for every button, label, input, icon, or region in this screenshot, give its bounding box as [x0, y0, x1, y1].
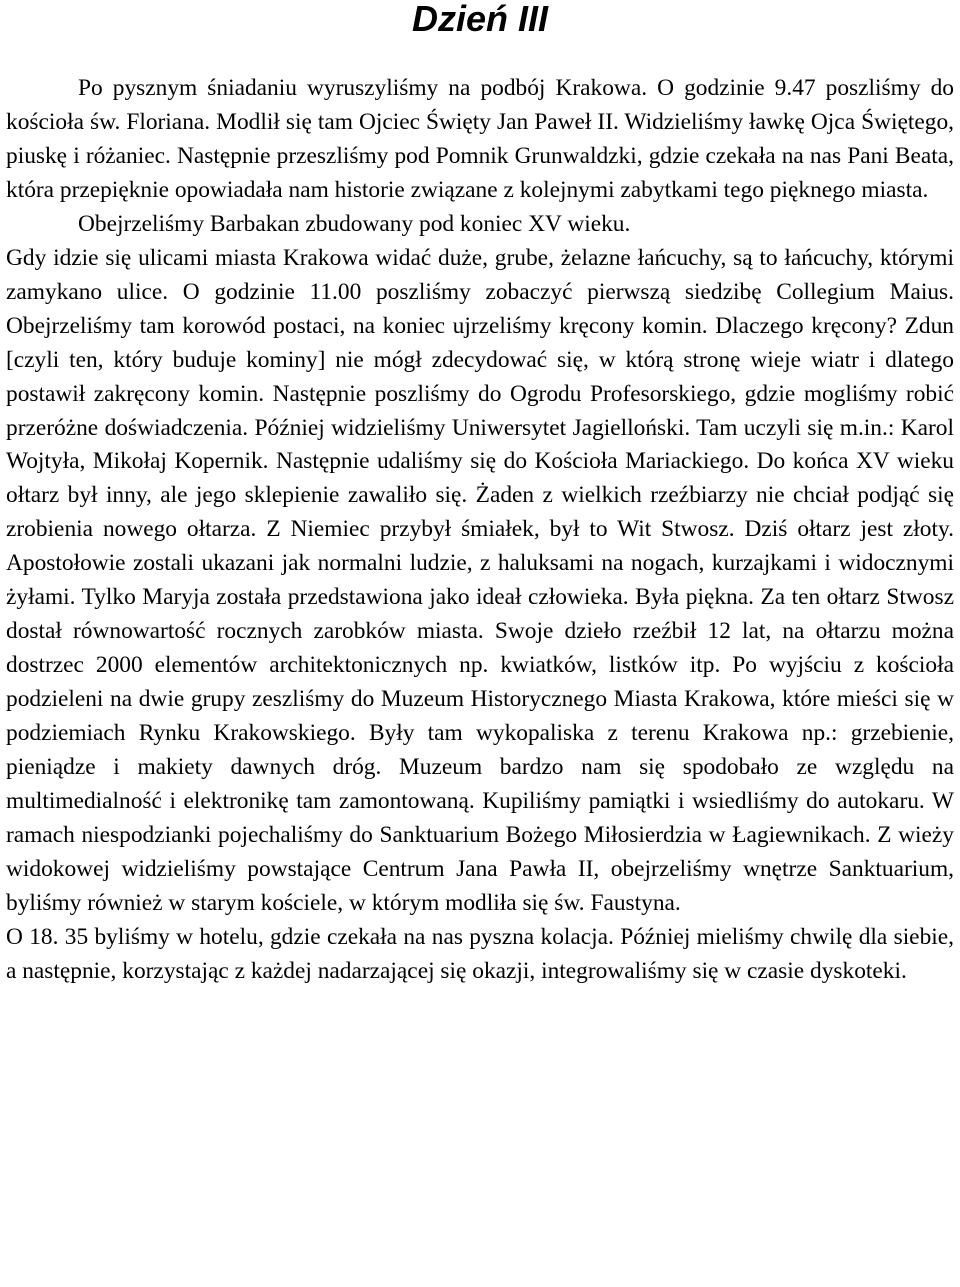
- document-page: [6, 0, 954, 989]
- paragraph-barbakan: Obejrzeliśmy Barbakan zbudowany pod koniec XV wieku.: [78, 210, 631, 237]
- paragraph-evening: O 18. 35 byliśmy w hotelu, gdzie czekała na nas pyszna kolacja. Później mieliśmy chwilę dla siebie, a następnie, korzystając z każdej nadarzającej się okazji, integrowaliśmy się w czasie dyskoteki.: [6, 923, 954, 984]
- paragraph-city-tour: Gdy idzie się ulicami miasta Krakowa widać duże, grube, żelazne łańcuchy, są to łańcuchy, którymi zamykano ulice. O godzinie 11.00 poszliśmy zobaczyć pierwszą siedzibę Collegium Maius. Obejrzeliśmy tam korowód postaci, na koniec ujrzeliśmy kręcony komin. Dlaczego kręcony? Zdun [czyli ten, który buduje kominy] nie mógł zdecydować się, w którą stronę wieje wiatr i dlatego postawił zakręcony komin. Następnie poszliśmy do Ogrodu Profesorskiego, gdzie mogliśmy robić przeróżne doświadczenia. Później widzieliśmy Uniwersytet Jagielloński. Tam uczyli się m.in.: Karol Wojtyła, Mikołaj Kopernik. Następnie udaliśmy się do Kościoła Mariackiego. Do końca XV wieku ołtarz był inny, ale jego sklepienie zawaliło się. Żaden z wielkich rzeźbiarzy nie chciał podjąć się zrobienia nowego ołtarza. Z Niemiec przybył śmiałek, był to Wit Stwosz. Dziś ołtarz jest złoty. Apostołowie zostali ukazani jak normalni ludzie, z haluksami na nogach, kurzajkami i widocznymi żyłami. Tylko Maryja została przedstawiona jako ideał człowieka. Była piękna. Za ten ołtarz Stwosz dostał równowartość rocznych zarobków miasta. Swoje dzieło rzeźbił 12 lat, na ołtarzu można dostrzec 2000 elementów architektonicznych np. kwiatków, listków itp. Po wyjściu z kościoła podzieleni na dwie grupy zeszliśmy do Muzeum Historycznego Miasta Krakowa, które mieści się w podziemiach Rynku Krakowskiego. Były tam wykopaliska z terenu Krakowa np.: grzebienie, pieniądze i makiety dawnych dróg. Muzeum bardzo nam się spodobało ze względu na multimedialność i elektronikę tam zamontowaną. Kupiliśmy pamiątki i wsiedliśmy do autokaru. W ramach niespodzianki pojechaliśmy do Sanktuarium Bożego Miłosierdzia w Łagiewnikach. Z wieży widokowej widzieliśmy powstające Centrum Jana Pawła II, obejrzeliśmy wnętrze Sanktuarium, byliśmy również w starym kościele, w którym modliła się św. Faustyna.: [6, 244, 954, 916]
- paragraph-breakfast-florian: Po pysznym śniadaniu wyruszyliśmy na podbój Krakowa. O godzinie 9.47 poszliśmy do kościoła św. Floriana. Modlił się tam Ojciec Święty Jan Paweł II. Widzieliśmy ławkę Ojca Świętego, piuskę i różaniec. Następnie przeszliśmy pod Pomnik Grunwaldzki, gdzie czekała na nas Pani Beata, która przepięknie opowiadała nam historie związane z kolejnymi zabytkami tego pięknego miasta.: [6, 75, 954, 203]
- page-title: Dzień III: [411, 0, 549, 39]
